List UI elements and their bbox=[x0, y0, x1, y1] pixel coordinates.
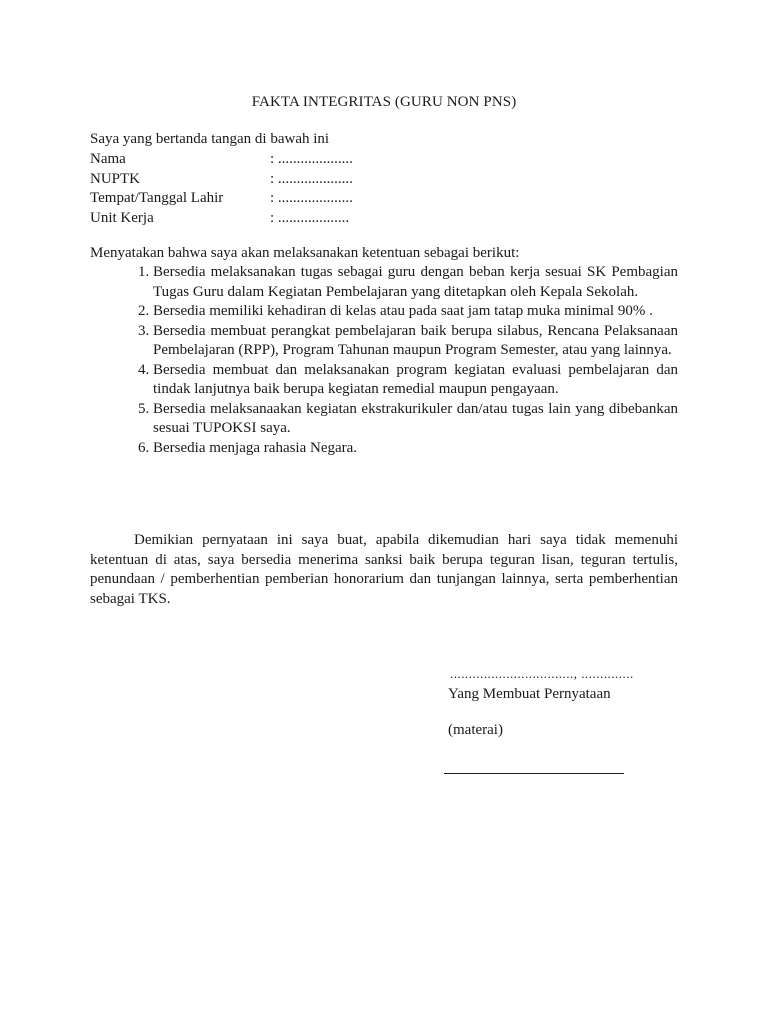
field-row-unit bbox=[90, 209, 353, 229]
statement-text: Menyatakan bahwa saya akan melaksanakan ketentuan sebagai berikut: bbox=[90, 245, 520, 261]
list-item bbox=[120, 302, 678, 322]
item-number: 1. bbox=[138, 264, 150, 280]
field-value-birth: : .................... bbox=[270, 190, 353, 206]
item-number: 6. bbox=[138, 439, 150, 456]
field-label-nuptk: NUPTK bbox=[90, 170, 141, 187]
identity-fields bbox=[90, 150, 353, 228]
item-text: Bersedia melaksanaakan kegiatan ekstrakurikuler dan/atau tugas lain yang dibebankan sesuai TUPOKSI saya. bbox=[153, 400, 678, 436]
item-text: Bersedia menjaga rahasia Negara. bbox=[153, 439, 358, 456]
item-number: 4. bbox=[138, 361, 150, 378]
signature-place-date: ................................., .............. bbox=[450, 666, 634, 681]
field-value-unit: : ................... bbox=[270, 209, 350, 226]
list-item bbox=[120, 322, 678, 361]
signature-stamp: (materai) bbox=[448, 722, 503, 738]
intro-text: Saya yang bertanda tangan di bawah ini bbox=[90, 131, 330, 147]
list-item bbox=[120, 400, 678, 439]
item-text: Bersedia memiliki kehadiran di kelas atau pada saat jam tatap muka minimal 90% . bbox=[153, 303, 653, 319]
item-number: 3. bbox=[138, 322, 150, 339]
item-text: Bersedia membuat dan melaksanakan program kegiatan evaluasi pembelajaran dan tindak lanjutnya baik berupa kegiatan remedial maupun pengayaan. bbox=[153, 361, 678, 397]
signature-role: Yang Membuat Pernyataan bbox=[448, 686, 611, 702]
closing-paragraph: Demikian pernyataan ini saya buat, apabila dikemudian hari saya tidak memenuhi ketentuan di atas, saya bersedia menerima sanksi baik berupa teguran lisan, teguran tertulis, penundaan / pemberhentian pemberian honorarium dan tunjangan lainnya, serta pemberhentian sebagai TKS. bbox=[90, 532, 678, 607]
field-label-birth: Tempat/Tanggal Lahir bbox=[90, 190, 224, 206]
item-text: Bersedia melaksanakan tugas sebagai guru dengan beban kerja sesuai SK Pembagian Tugas Guru dalam Kegiatan Pembelajaran yang ditetapkan oleh Kepala Sekolah. bbox=[153, 264, 678, 300]
item-text: Bersedia membuat perangkat pembelajaran baik berupa silabus, Rencana Pelaksanaan Pembelajaran (RPP), Program Tahunan maupun Program Semester, atau yang lainnya. bbox=[153, 322, 678, 358]
field-row-nama bbox=[90, 150, 353, 170]
document-title: FAKTA INTEGRITAS (GURU NON PNS) bbox=[251, 94, 517, 110]
field-row-birth bbox=[90, 189, 353, 209]
field-label-unit: Unit Kerja bbox=[90, 209, 154, 226]
list-item bbox=[120, 439, 678, 459]
field-value-nuptk: : .................... bbox=[270, 170, 353, 187]
list-item bbox=[120, 361, 678, 400]
field-label-nama: Nama bbox=[90, 151, 126, 167]
field-row-nuptk bbox=[90, 170, 353, 190]
signature-line bbox=[444, 773, 624, 774]
list-item bbox=[120, 263, 678, 302]
field-value-nama: : .................... bbox=[270, 151, 353, 167]
item-number: 5. bbox=[138, 400, 150, 417]
commitment-list bbox=[120, 263, 678, 458]
item-number: 2. bbox=[138, 303, 150, 319]
